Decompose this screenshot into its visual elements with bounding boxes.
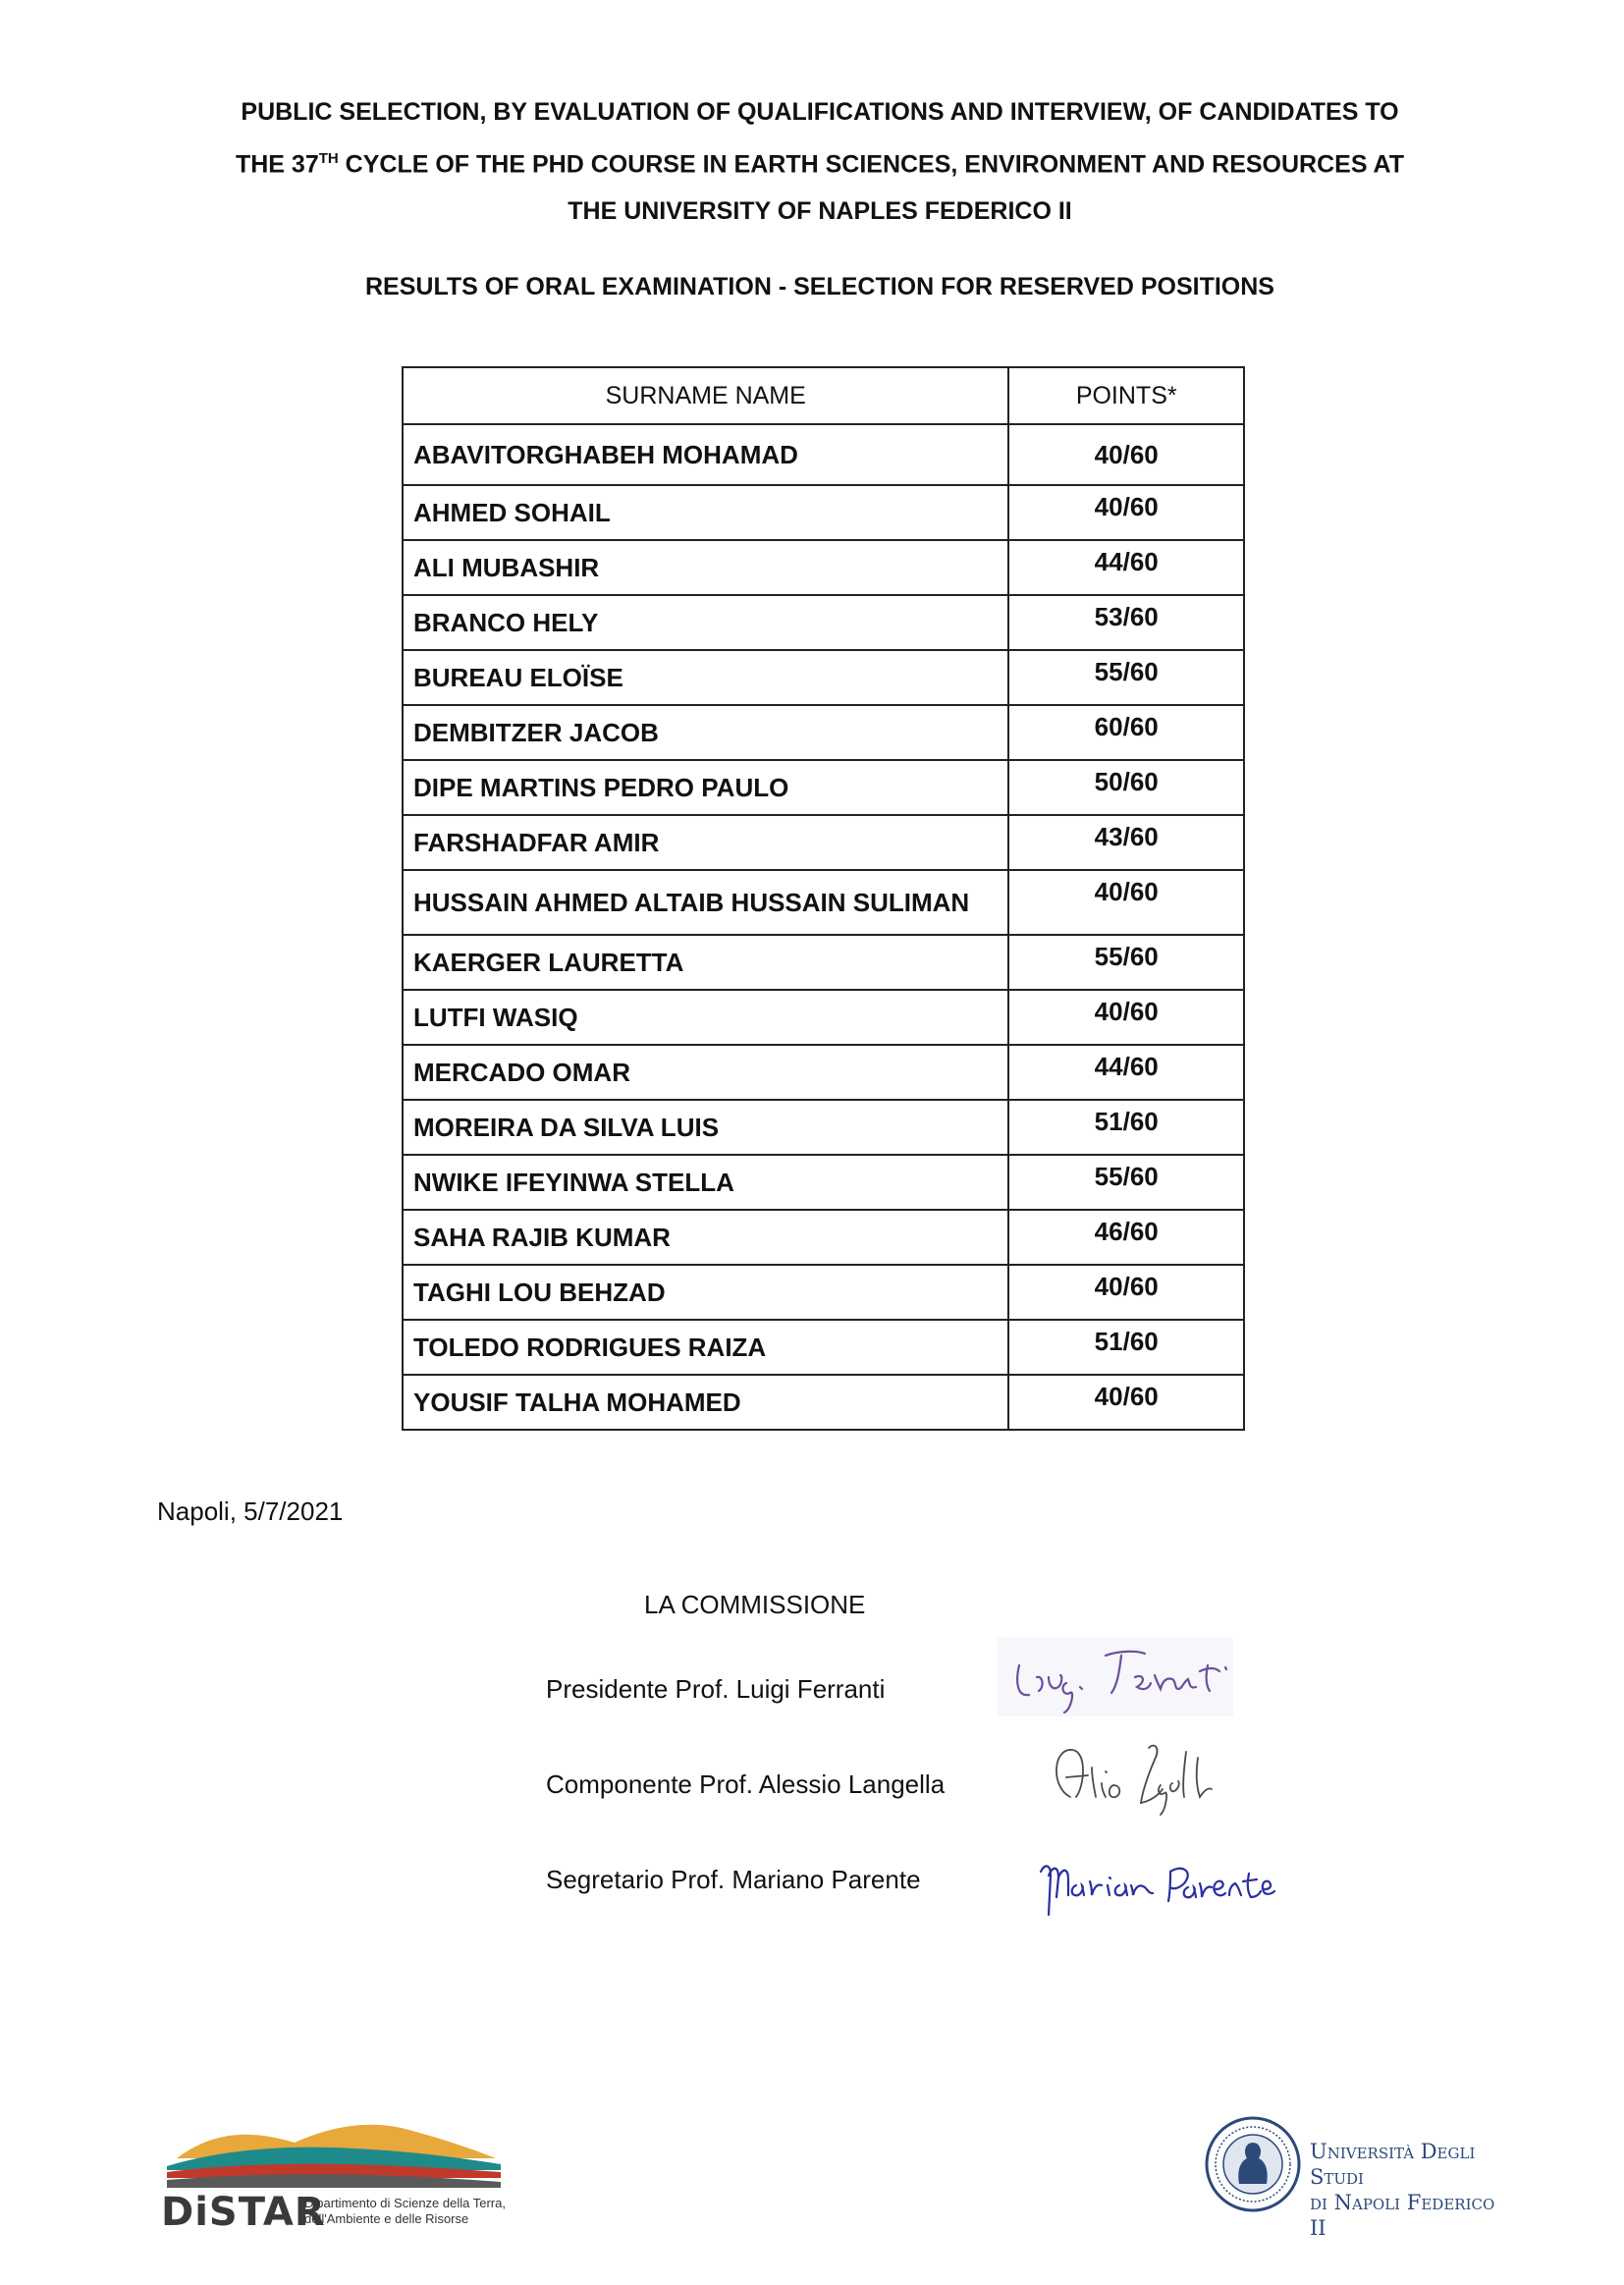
candidate-points: 46/60 bbox=[1008, 1210, 1244, 1265]
candidate-name: TAGHI LOU BEHZAD bbox=[403, 1265, 1008, 1320]
candidate-name: ABAVITORGHABEH MOHAMAD bbox=[403, 424, 1008, 485]
distar-mountains-icon bbox=[157, 2109, 511, 2188]
candidate-points: 55/60 bbox=[1008, 935, 1244, 990]
table-row bbox=[403, 935, 1244, 990]
candidate-name: TOLEDO RODRIGUES RAIZA bbox=[403, 1320, 1008, 1375]
candidate-points: 55/60 bbox=[1008, 1155, 1244, 1210]
unina-wordmark bbox=[1310, 2139, 1508, 2241]
table-row bbox=[403, 1375, 1244, 1430]
unina-line-1: Università Degli Studi bbox=[1310, 2140, 1476, 2189]
results-body bbox=[403, 424, 1244, 1430]
table-row bbox=[403, 1265, 1244, 1320]
table-row bbox=[403, 1045, 1244, 1100]
title-line-2-pre: THE 37 bbox=[235, 150, 319, 179]
candidate-points: 40/60 bbox=[1008, 424, 1244, 485]
candidate-name: LUTFI WASIQ bbox=[403, 990, 1008, 1045]
candidate-points: 40/60 bbox=[1008, 990, 1244, 1045]
candidate-points: 40/60 bbox=[1008, 485, 1244, 540]
candidate-name: KAERGER LAURETTA bbox=[403, 935, 1008, 990]
title-line-2-post: CYCLE OF THE PHD COURSE IN EARTH SCIENCES, ENVIRONMENT AND RESOURCES AT bbox=[338, 150, 1405, 179]
candidate-name: DIPE MARTINS PEDRO PAULO bbox=[403, 760, 1008, 815]
president-signature bbox=[998, 1638, 1233, 1716]
title-line-1: PUBLIC SELECTION, BY EVALUATION OF QUALIFICATIONS AND INTERVIEW, OF CANDIDATES TO bbox=[241, 98, 1399, 126]
table-header-row bbox=[403, 367, 1244, 424]
distar-caption-1: Dipartimento di Scienze della Terra, bbox=[304, 2196, 506, 2210]
table-row bbox=[403, 1100, 1244, 1155]
candidate-name: AHMED SOHAIL bbox=[403, 485, 1008, 540]
candidate-points: 53/60 bbox=[1008, 595, 1244, 650]
candidate-name: MOREIRA DA SILVA LUIS bbox=[403, 1100, 1008, 1155]
table-row bbox=[403, 1155, 1244, 1210]
table-row bbox=[403, 815, 1244, 870]
member-line: Componente Prof. Alessio Langella bbox=[546, 1769, 946, 1799]
candidate-name: FARSHADFAR AMIR bbox=[403, 815, 1008, 870]
table-row bbox=[403, 990, 1244, 1045]
candidate-points: 43/60 bbox=[1008, 815, 1244, 870]
candidate-name: BRANCO HELY bbox=[403, 595, 1008, 650]
president-line: Presidente Prof. Luigi Ferranti bbox=[546, 1674, 886, 1704]
candidate-points: 44/60 bbox=[1008, 1045, 1244, 1100]
secretary-signature bbox=[1033, 1842, 1278, 1921]
distar-name: DiSTAR bbox=[161, 2190, 326, 2235]
candidate-points: 40/60 bbox=[1008, 1375, 1244, 1430]
candidate-name: SAHA RAJIB KUMAR bbox=[403, 1210, 1008, 1265]
candidate-name: ALI MUBASHIR bbox=[403, 540, 1008, 595]
table-row bbox=[403, 870, 1244, 935]
candidate-name: HUSSAIN AHMED ALTAIB HUSSAIN SULIMAN bbox=[403, 870, 1008, 935]
candidate-points: 55/60 bbox=[1008, 650, 1244, 705]
secretary-line: Segretario Prof. Mariano Parente bbox=[546, 1865, 921, 1894]
table-row bbox=[403, 1320, 1244, 1375]
title-superscript: TH bbox=[318, 150, 339, 167]
table-row bbox=[403, 595, 1244, 650]
place-date: Napoli, 5/7/2021 bbox=[157, 1496, 344, 1526]
candidate-points: 44/60 bbox=[1008, 540, 1244, 595]
results-table bbox=[402, 366, 1245, 1431]
table-row bbox=[403, 540, 1244, 595]
member-signature bbox=[1041, 1728, 1237, 1822]
table-row bbox=[403, 1210, 1244, 1265]
table-row bbox=[403, 760, 1244, 815]
commission-title: LA COMMISSIONE bbox=[644, 1590, 866, 1619]
title-line-2 bbox=[147, 136, 1492, 188]
university-seal-icon bbox=[1204, 2115, 1302, 2213]
candidate-points: 50/60 bbox=[1008, 760, 1244, 815]
unina-line-2: di Napoli Federico II bbox=[1310, 2191, 1495, 2240]
candidate-name: NWIKE IFEYINWA STELLA bbox=[403, 1155, 1008, 1210]
title-line-3: THE UNIVERSITY OF NAPLES FEDERICO II bbox=[568, 197, 1072, 226]
table-row bbox=[403, 705, 1244, 760]
distar-logo bbox=[157, 2109, 511, 2237]
candidate-points: 40/60 bbox=[1008, 1265, 1244, 1320]
candidate-name: YOUSIF TALHA MOHAMED bbox=[403, 1375, 1008, 1430]
candidate-points: 40/60 bbox=[1008, 870, 1244, 935]
table-row bbox=[403, 424, 1244, 485]
distar-caption-2: dell'Ambiente e delle Risorse bbox=[304, 2211, 469, 2226]
document-subtitle: RESULTS OF ORAL EXAMINATION - SELECTION FOR RESERVED POSITIONS bbox=[364, 273, 1274, 300]
candidate-name: MERCADO OMAR bbox=[403, 1045, 1008, 1100]
unina-logo bbox=[1204, 2111, 1508, 2240]
candidate-name: BUREAU ELOÏSE bbox=[403, 650, 1008, 705]
candidate-points: 51/60 bbox=[1008, 1100, 1244, 1155]
table-row bbox=[403, 485, 1244, 540]
document-title bbox=[147, 88, 1492, 235]
candidate-points: 51/60 bbox=[1008, 1320, 1244, 1375]
table-row bbox=[403, 650, 1244, 705]
candidate-name: DEMBITZER JACOB bbox=[403, 705, 1008, 760]
header-surname-name: SURNAME NAME bbox=[403, 367, 1008, 424]
distar-caption bbox=[304, 2196, 506, 2227]
candidate-points: 60/60 bbox=[1008, 705, 1244, 760]
header-points: POINTS* bbox=[1008, 367, 1244, 424]
